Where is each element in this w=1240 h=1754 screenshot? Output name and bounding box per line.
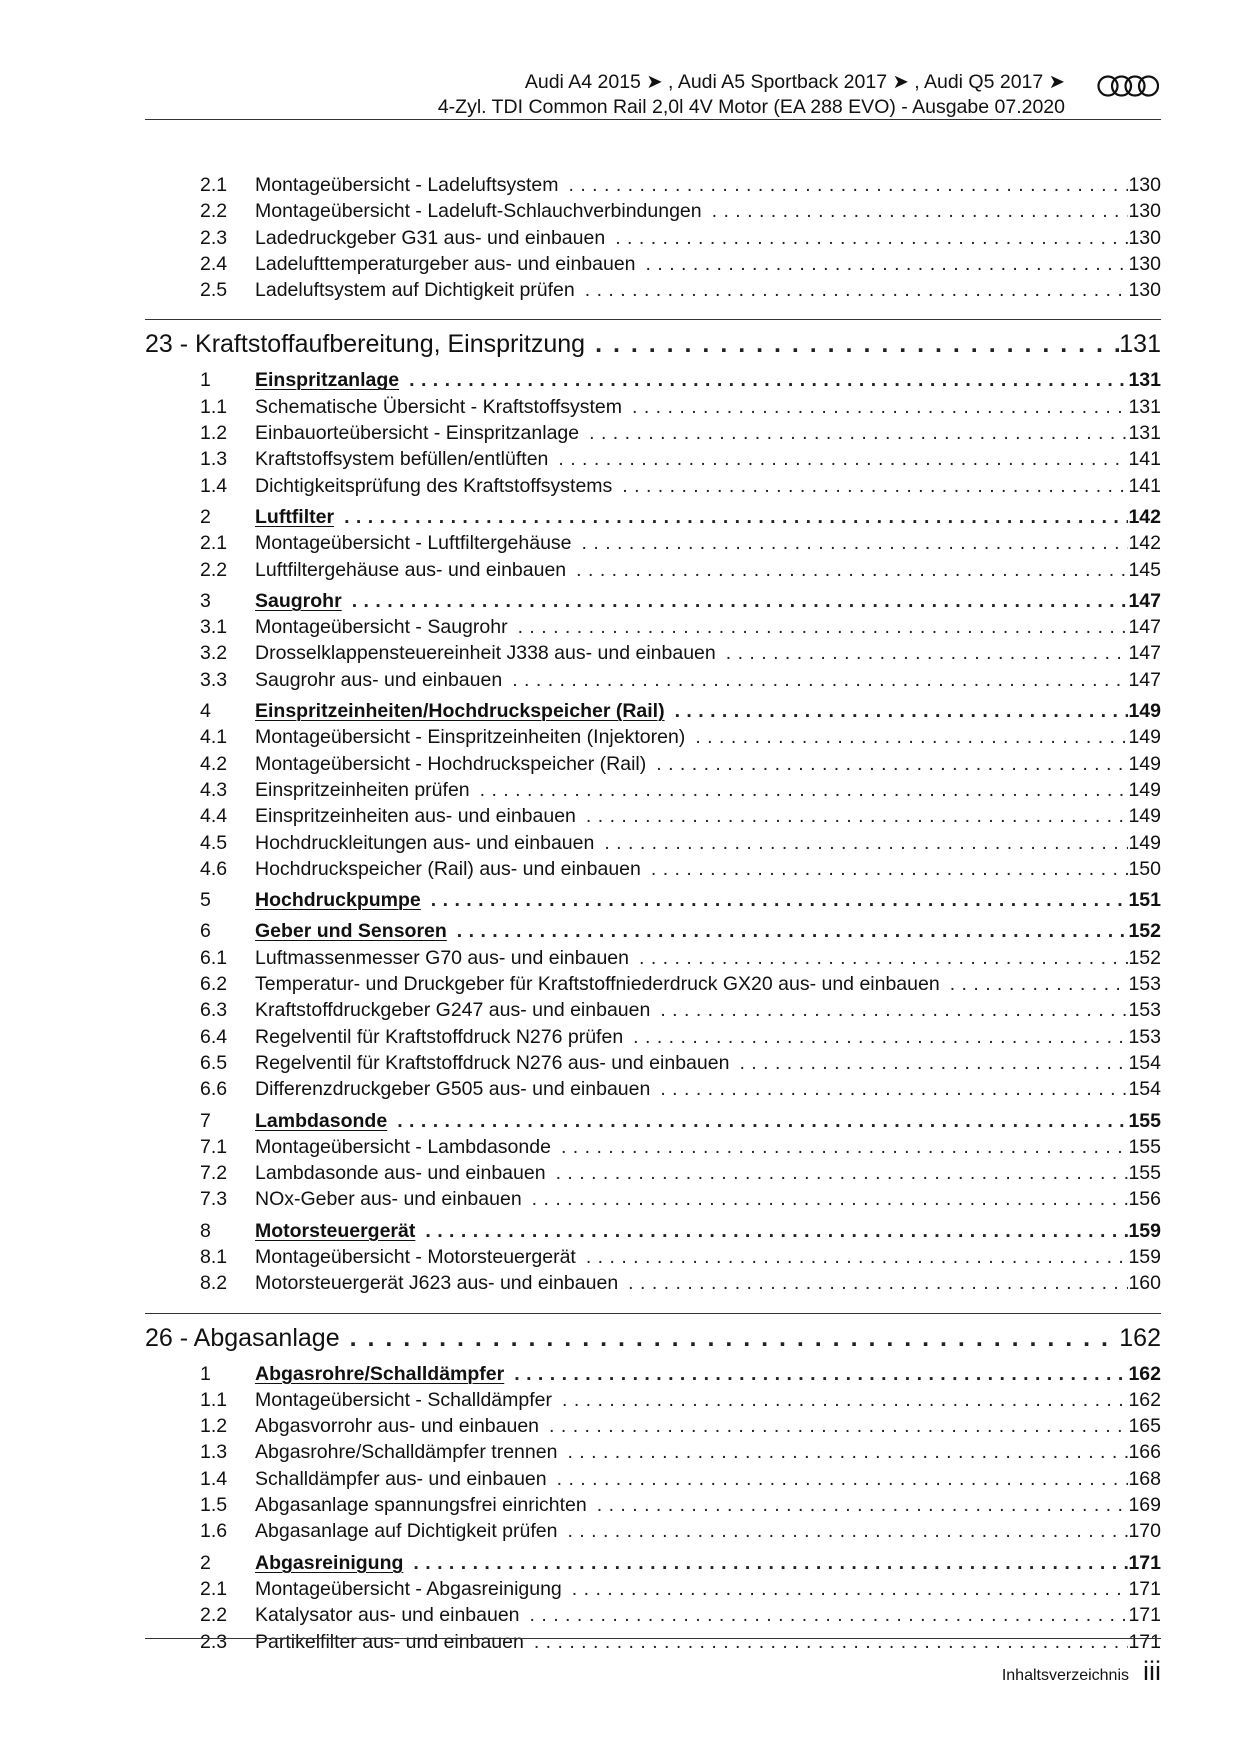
toc-sub-row[interactable]: [145, 227, 1161, 253]
toc-entry-title: 23 - Kraftstoffaufbereitung, Einspritzung: [145, 330, 586, 359]
toc-entry-page: 155: [1128, 1109, 1161, 1132]
toc-entry-page: 169: [1128, 1494, 1161, 1517]
toc-entry-number: 7: [200, 1109, 211, 1132]
toc-entry-page: 171: [1128, 1577, 1161, 1600]
dot-leader: [557, 1520, 1128, 1543]
toc-entry-page: 149: [1128, 778, 1161, 801]
dot-leader: [618, 1272, 1128, 1295]
toc-entry-page: 171: [1128, 1630, 1161, 1653]
toc-sub-row[interactable]: [145, 616, 1161, 642]
toc-entry-title: Geber und Sensoren: [255, 920, 447, 943]
toc-entry-title: Luftfiltergehäuse aus- und einbauen: [255, 558, 567, 581]
dot-leader: [342, 590, 1129, 613]
toc-entry-page: 149: [1128, 831, 1161, 854]
dot-leader: [399, 369, 1128, 392]
dot-leader: [334, 506, 1128, 529]
toc-entry-page: 150: [1128, 857, 1161, 880]
page-number: iii: [1143, 1656, 1161, 1686]
toc-sub-row[interactable]: [145, 726, 1161, 752]
toc-entry-number: 1.3: [200, 448, 228, 471]
toc-entry-number: 1.3: [200, 1441, 228, 1464]
header-engine-line: 4-Zyl. TDI Common Rail 2,0l 4V Motor (EA 288 EVO) - Ausgabe 07.2020: [437, 96, 1065, 118]
toc-entry-title: Montageübersicht - Hochdruckspeicher (Rail): [255, 752, 647, 775]
toc-entry-title: Montageübersicht - Motorsteuergerät: [255, 1245, 576, 1268]
toc-sub-row[interactable]: [145, 448, 1161, 474]
toc-entry-page: 153: [1128, 973, 1161, 996]
toc-entry-number: 8: [200, 1219, 211, 1242]
toc-entry-title: Differenzdruckgeber G505 aus- und einbauen: [255, 1078, 651, 1101]
toc-entry-page: 131: [1119, 330, 1161, 359]
toc-entry-page: 153: [1128, 999, 1161, 1022]
toc-entry-number: 7.3: [200, 1188, 228, 1211]
toc-entry-number: 1.2: [200, 1415, 228, 1438]
toc-entry-number: 6.6: [200, 1078, 228, 1101]
toc-entry-number: 2.2: [200, 1604, 228, 1627]
dot-leader: [539, 1415, 1128, 1438]
toc-entry-page: 168: [1128, 1467, 1161, 1490]
toc-entry-page: 130: [1128, 200, 1161, 223]
header-vehicle-line: Audi A4 2015 ➤ , Audi A5 Sportback 2017 ➤ , Audi Q5 2017 ➤: [524, 71, 1065, 93]
toc-entry-number: 2: [200, 505, 211, 528]
toc-entry-number: 8.1: [200, 1245, 228, 1268]
toc-entry-title: Montageübersicht - Schalldämpfer: [255, 1388, 552, 1411]
toc-entry-number: 4: [200, 700, 211, 723]
dot-leader: [566, 559, 1128, 582]
toc-entry-title: Abgasrohre/Schalldämpfer trennen: [255, 1441, 558, 1464]
toc-sub-row[interactable]: [145, 1441, 1161, 1467]
toc-sub-row[interactable]: [145, 174, 1161, 200]
toc-entry-number: 1.1: [200, 395, 228, 418]
toc-entry-page: 141: [1128, 448, 1161, 471]
toc-entry-title: Montageübersicht - Luftfiltergehäuse: [255, 532, 572, 555]
toc-entry-title: Hochdruckleitungen aus- und einbauen: [255, 831, 595, 854]
toc-sub-row[interactable]: [145, 475, 1161, 501]
toc-entry-page: 142: [1128, 532, 1161, 555]
toc-entry-page: 160: [1128, 1272, 1161, 1295]
toc-entry-title: Partikelfilter aus- und einbauen: [255, 1630, 524, 1653]
toc-sub-row[interactable]: [145, 779, 1161, 805]
toc-section-row[interactable]: [145, 369, 1161, 395]
dot-leader: [522, 1188, 1129, 1211]
toc-entry-number: 2.2: [200, 200, 228, 223]
dot-leader: [415, 1220, 1128, 1243]
dot-leader: [508, 616, 1129, 639]
footer-label: Inhaltsverzeichnis: [1001, 1667, 1129, 1684]
toc-entry-number: 2.1: [200, 532, 228, 555]
toc-entry-title: Einspritzeinheiten aus- und einbauen: [255, 805, 576, 828]
toc-entry-title: Einbauorteübersicht - Einspritzanlage: [255, 422, 580, 445]
toc-entry-page: 153: [1128, 1025, 1161, 1048]
toc-entry-title: Drosselklappensteuereinheit J338 aus- und einbauen: [255, 642, 716, 665]
table-of-contents: [145, 174, 1161, 1657]
toc-sub-row[interactable]: [145, 669, 1161, 695]
toc-entry-page: 155: [1128, 1162, 1161, 1185]
toc-entry-title: Abgasreinigung: [255, 1551, 404, 1574]
toc-entry-page: 154: [1128, 1051, 1161, 1074]
toc-sub-row[interactable]: [145, 1468, 1161, 1494]
toc-entry-page: 131: [1128, 422, 1161, 445]
dot-leader: [572, 532, 1129, 555]
toc-entry-title: 26 - Abgasanlage: [145, 1323, 340, 1352]
toc-entry-page: 130: [1128, 174, 1161, 196]
toc-entry-number: 1.4: [200, 474, 228, 497]
dot-leader: [622, 396, 1128, 419]
toc-entry-page: 151: [1128, 889, 1161, 912]
toc-entry-title: Montageübersicht - Einspritzeinheiten (Injektoren): [255, 726, 686, 749]
toc-chapter-row[interactable]: [145, 1313, 1161, 1358]
toc-entry-title: Abgasanlage auf Dichtigkeit prüfen: [255, 1520, 558, 1543]
toc-entry-page: 152: [1128, 946, 1161, 969]
dot-leader: [716, 642, 1129, 665]
dot-leader: [340, 1324, 1120, 1353]
toc-entry-number: 1: [200, 1362, 211, 1385]
toc-entry-number: 2: [200, 1551, 211, 1574]
toc-entry-title: Regelventil für Kraftstoffdruck N276 prüfen: [255, 1025, 624, 1048]
toc-entry-title: Abgasrohre/Schalldämpfer: [255, 1362, 505, 1385]
toc-entry-title: Abgasanlage spannungsfrei einrichten: [255, 1494, 587, 1517]
toc-entry-page: 149: [1128, 752, 1161, 775]
dot-leader: [548, 448, 1128, 471]
dot-leader: [576, 805, 1129, 828]
dot-leader: [502, 669, 1128, 692]
dot-leader: [504, 1363, 1128, 1386]
toc-entry-number: 2.5: [200, 279, 228, 302]
toc-entry-page: 165: [1128, 1415, 1161, 1438]
dot-leader: [557, 1441, 1128, 1464]
toc-entry-title: Luftmassenmesser G70 aus- und einbauen: [255, 946, 629, 969]
toc-sub-row[interactable]: [145, 1631, 1161, 1657]
toc-entry-number: 4.2: [200, 752, 228, 775]
toc-sub-row[interactable]: [145, 422, 1161, 448]
toc-entry-title: Ladelufttemperaturgeber aus- und einbauen: [255, 252, 636, 275]
toc-entry-title: NOx-Geber aus- und einbauen: [255, 1188, 522, 1211]
toc-sub-row[interactable]: [145, 999, 1161, 1025]
toc-entry-number: 7.1: [200, 1135, 228, 1158]
toc-sub-row[interactable]: [145, 1026, 1161, 1052]
toc-entry-number: 4.3: [200, 778, 228, 801]
toc-entry-page: 145: [1128, 558, 1161, 581]
toc-entry-title: Ladeluftsystem auf Dichtigkeit prüfen: [255, 279, 575, 302]
toc-entry-number: 6.5: [200, 1051, 228, 1074]
toc-entry-number: 8.2: [200, 1272, 228, 1295]
toc-entry-title: Schalldämpfer aus- und einbauen: [255, 1467, 547, 1490]
toc-entry-title: Kraftstoffsystem befüllen/entlüften: [255, 448, 549, 471]
toc-sub-row[interactable]: [145, 253, 1161, 279]
toc-entry-page: 170: [1128, 1520, 1161, 1543]
toc-entry-number: 6.4: [200, 1025, 228, 1048]
toc-entry-title: Kraftstoffdruckgeber G247 aus- und einbauen: [255, 999, 651, 1022]
toc-entry-title: Motorsteuergerät: [255, 1219, 416, 1242]
toc-section-row[interactable]: [145, 1363, 1161, 1389]
toc-entry-number: 3: [200, 589, 211, 612]
page-footer: [1002, 1656, 1161, 1687]
toc-sub-row[interactable]: [145, 1604, 1161, 1630]
toc-entry-page: 149: [1128, 805, 1161, 828]
dot-leader: [562, 1578, 1129, 1601]
toc-entry-title: Hochdruckpumpe: [255, 889, 421, 912]
dot-leader: [641, 858, 1129, 881]
toc-section-row[interactable]: [145, 889, 1161, 915]
toc-sub-row[interactable]: [145, 1520, 1161, 1546]
toc-entry-title: Regelventil für Kraftstoffdruck N276 aus- und einbauen: [255, 1051, 730, 1074]
toc-entry-number: 2.1: [200, 1577, 228, 1600]
toc-entry-number: 1.6: [200, 1520, 228, 1543]
toc-entry-number: 2.2: [200, 558, 228, 581]
toc-entry-page: 131: [1128, 369, 1161, 392]
toc-entry-page: 149: [1128, 726, 1161, 749]
dot-leader: [421, 889, 1129, 912]
toc-entry-page: 171: [1128, 1551, 1161, 1574]
toc-entry-page: 149: [1128, 700, 1161, 723]
toc-entry-number: 2.4: [200, 252, 228, 275]
dot-leader: [594, 832, 1128, 855]
toc-sub-row[interactable]: [145, 642, 1161, 668]
dot-leader: [552, 1389, 1128, 1412]
toc-entry-number: 7.2: [200, 1162, 228, 1185]
toc-entry-page: 155: [1128, 1135, 1161, 1158]
dot-leader: [576, 1246, 1129, 1269]
dot-leader: [685, 726, 1128, 749]
toc-entry-title: Montageübersicht - Lambdasonde: [255, 1135, 551, 1158]
dot-leader: [612, 475, 1128, 498]
toc-entry-title: Schematische Übersicht - Kraftstoffsystem: [255, 395, 623, 418]
toc-sub-row[interactable]: [145, 858, 1161, 884]
dot-leader: [665, 700, 1129, 723]
dot-leader: [623, 1026, 1128, 1049]
toc-section-row[interactable]: [145, 1552, 1161, 1578]
toc-entry-title: Lambdasonde aus- und einbauen: [255, 1162, 546, 1185]
document-header: [438, 70, 1065, 120]
toc-entry-page: 130: [1128, 252, 1161, 275]
toc-entry-page: 130: [1128, 226, 1161, 249]
toc-sub-row[interactable]: [145, 396, 1161, 422]
toc-entry-page: 159: [1128, 1245, 1161, 1268]
dot-leader: [520, 1604, 1129, 1627]
toc-entry-title: Einspritzeinheiten/Hochdruckspeicher (Rail): [255, 700, 665, 723]
toc-entry-title: Saugrohr: [255, 589, 342, 612]
toc-sub-row[interactable]: [145, 805, 1161, 831]
dot-leader: [470, 779, 1129, 802]
toc-sub-row[interactable]: [145, 1188, 1161, 1214]
toc-sub-row[interactable]: [145, 947, 1161, 973]
toc-entry-title: Luftfilter: [255, 505, 335, 528]
toc-entry-number: 6.2: [200, 973, 228, 996]
toc-entry-number: 5: [200, 889, 211, 912]
toc-entry-number: 4.6: [200, 857, 228, 880]
toc-entry-number: 4.5: [200, 831, 228, 854]
toc-entry-number: 6.3: [200, 999, 228, 1022]
toc-entry-title: Montageübersicht - Saugrohr: [255, 616, 508, 639]
toc-entry-page: 131: [1128, 395, 1161, 418]
toc-entry-title: Abgasvorrohr aus- und einbauen: [255, 1415, 540, 1438]
toc-sub-row[interactable]: [145, 1578, 1161, 1604]
toc-sub-row[interactable]: [145, 1389, 1161, 1415]
dot-leader: [387, 1110, 1128, 1133]
toc-sub-row[interactable]: [145, 1246, 1161, 1272]
toc-section-row[interactable]: [145, 506, 1161, 532]
toc-entry-number: 4.1: [200, 726, 228, 749]
audi-rings-icon: [1097, 73, 1159, 99]
dot-leader: [585, 330, 1119, 359]
dot-leader: [524, 1631, 1129, 1654]
toc-section-row[interactable]: [145, 700, 1161, 726]
toc-entry-page: 130: [1128, 279, 1161, 302]
toc-entry-number: 3.2: [200, 642, 228, 665]
dot-leader: [702, 200, 1129, 223]
toc-entry-page: 147: [1128, 589, 1161, 612]
toc-entry-number: 1.1: [200, 1388, 228, 1411]
toc-sub-row[interactable]: [145, 1136, 1161, 1162]
dot-leader: [575, 279, 1129, 302]
dot-leader: [579, 422, 1128, 445]
toc-entry-title: Katalysator aus- und einbauen: [255, 1604, 520, 1627]
toc-entry-title: Lambdasonde: [255, 1109, 388, 1132]
toc-sub-row[interactable]: [145, 1494, 1161, 1520]
toc-entry-number: 2.1: [200, 174, 228, 196]
toc-entry-page: 156: [1128, 1188, 1161, 1211]
toc-entry-page: 142: [1128, 505, 1161, 528]
toc-entry-number: 2.3: [200, 226, 228, 249]
toc-sub-row[interactable]: [145, 559, 1161, 585]
toc-entry-page: 162: [1128, 1388, 1161, 1411]
toc-entry-page: 154: [1128, 1078, 1161, 1101]
toc-sub-row[interactable]: [145, 973, 1161, 999]
toc-entry-page: 152: [1128, 920, 1161, 943]
header-divider: [145, 119, 1161, 120]
toc-entry-number: 1.5: [200, 1494, 228, 1517]
dot-leader: [447, 920, 1129, 943]
dot-leader: [940, 973, 1129, 996]
dot-leader: [650, 1078, 1128, 1101]
toc-entry-number: 1.2: [200, 422, 228, 445]
toc-sub-row[interactable]: [145, 753, 1161, 779]
toc-sub-row[interactable]: [145, 832, 1161, 858]
toc-entry-title: Einspritzanlage: [255, 369, 400, 392]
toc-entry-title: Motorsteuergerät J623 aus- und einbauen: [255, 1272, 619, 1295]
toc-entry-page: 141: [1128, 474, 1161, 497]
toc-sub-row[interactable]: [145, 279, 1161, 305]
toc-sub-row[interactable]: [145, 1415, 1161, 1441]
toc-sub-row[interactable]: [145, 1078, 1161, 1104]
toc-entry-title: Montageübersicht - Ladeluftsystem: [255, 174, 559, 196]
toc-section-row[interactable]: [145, 1220, 1161, 1246]
dot-leader: [629, 947, 1128, 970]
toc-entry-page: 147: [1128, 668, 1161, 691]
toc-entry-page: 166: [1128, 1441, 1161, 1464]
toc-entry-title: Montageübersicht - Ladeluft-Schlauchverbindungen: [255, 200, 702, 223]
dot-leader: [559, 174, 1129, 197]
toc-entry-title: Hochdruckspeicher (Rail) aus- und einbauen: [255, 857, 641, 880]
toc-entry-page: 159: [1128, 1219, 1161, 1242]
dot-leader: [650, 999, 1128, 1022]
toc-section-row[interactable]: [145, 1110, 1161, 1136]
toc-chapter-row[interactable]: [145, 319, 1161, 364]
toc-section-row[interactable]: [145, 590, 1161, 616]
dot-leader: [551, 1136, 1129, 1159]
dot-leader: [729, 1052, 1128, 1075]
dot-leader: [587, 1494, 1129, 1517]
toc-entry-number: 3.3: [200, 668, 228, 691]
toc-entry-title: Saugrohr aus- und einbauen: [255, 668, 503, 691]
toc-entry-page: 162: [1128, 1362, 1161, 1385]
dot-leader: [646, 753, 1128, 776]
toc-entry-title: Ladedruckgeber G31 aus- und einbauen: [255, 226, 606, 249]
dot-leader: [547, 1468, 1129, 1491]
toc-entry-title: Montageübersicht - Abgasreinigung: [255, 1577, 562, 1600]
toc-section-row[interactable]: [145, 920, 1161, 946]
toc-sub-row[interactable]: [145, 1052, 1161, 1078]
toc-sub-row[interactable]: [145, 1162, 1161, 1188]
dot-leader: [403, 1552, 1128, 1575]
toc-entry-page: 147: [1128, 642, 1161, 665]
toc-entry-title: Temperatur- und Druckgeber für Kraftstoffniederdruck GX20 aus- und einbauen: [255, 973, 940, 996]
toc-sub-row[interactable]: [145, 1272, 1161, 1298]
toc-entry-title: Dichtigkeitsprüfung des Kraftstoffsystems: [255, 474, 613, 497]
toc-entry-page: 171: [1128, 1604, 1161, 1627]
toc-entry-page: 162: [1119, 1323, 1161, 1352]
toc-entry-number: 2.3: [200, 1630, 228, 1653]
toc-entry-number: 4.4: [200, 805, 228, 828]
toc-entry-title: Einspritzeinheiten prüfen: [255, 778, 470, 801]
toc-sub-row[interactable]: [145, 200, 1161, 226]
dot-leader: [546, 1162, 1129, 1185]
toc-sub-row[interactable]: [145, 532, 1161, 558]
dot-leader: [636, 253, 1129, 276]
toc-entry-number: 6.1: [200, 946, 228, 969]
footer-divider: [145, 1638, 1161, 1639]
toc-entry-page: 147: [1128, 616, 1161, 639]
toc-entry-number: 6: [200, 920, 211, 943]
toc-entry-number: 3.1: [200, 616, 228, 639]
toc-entry-number: 1.4: [200, 1467, 228, 1490]
toc-entry-number: 1: [200, 369, 211, 392]
dot-leader: [605, 227, 1128, 250]
